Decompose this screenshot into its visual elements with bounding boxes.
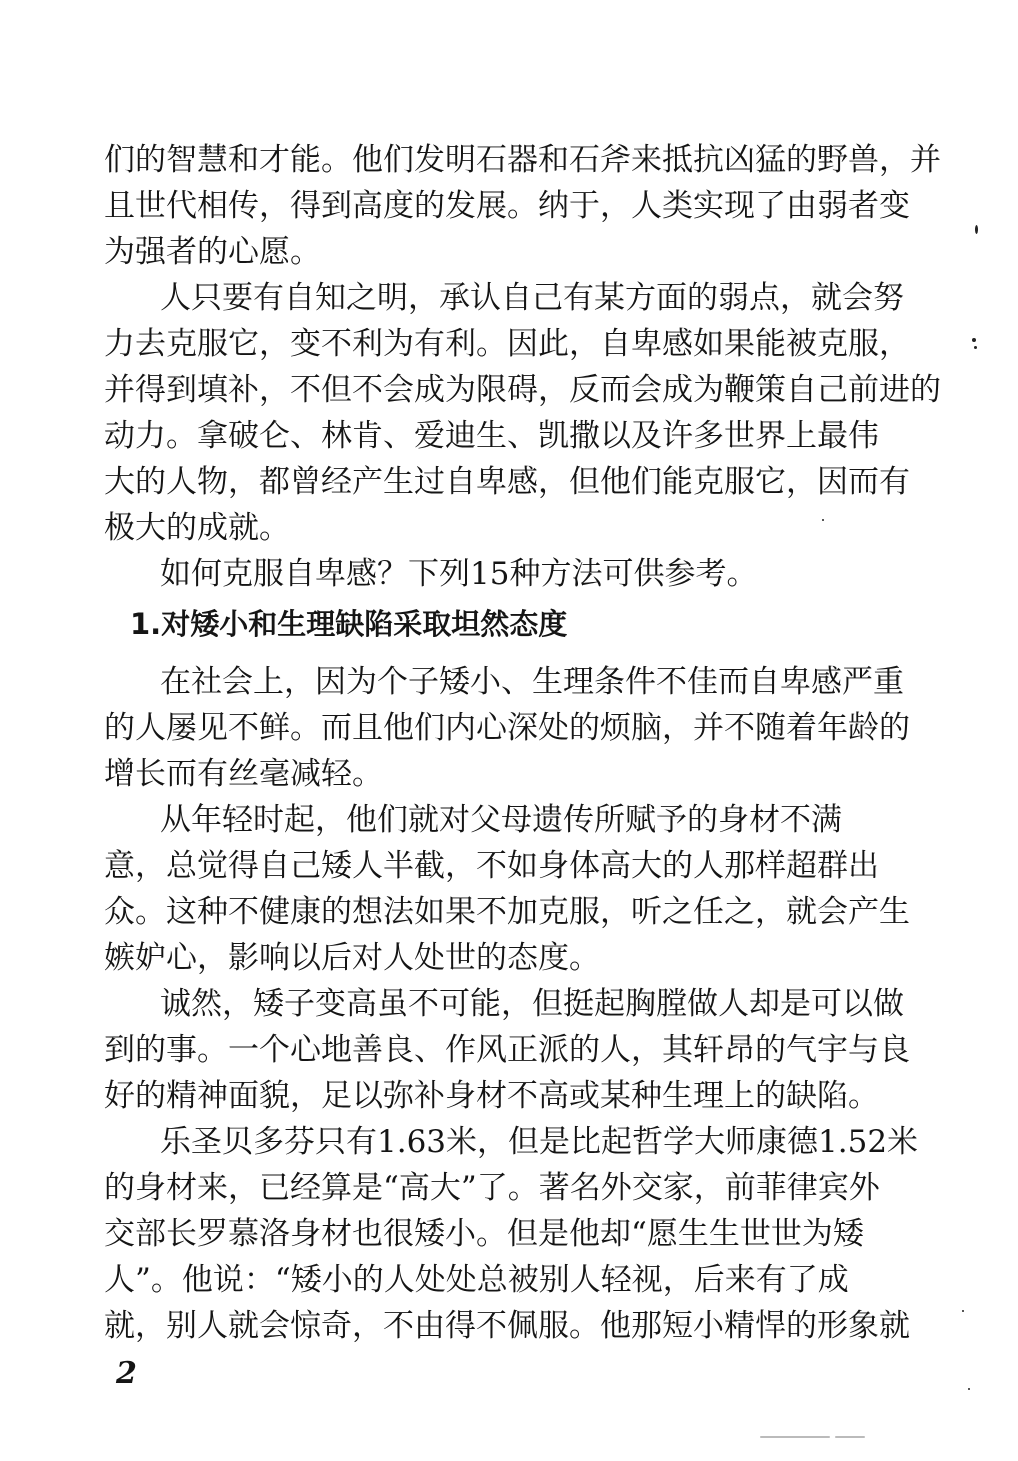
text-line: 并得到填补，不但不会成为限碍，反而会成为鞭策自己前进的 xyxy=(104,372,941,408)
text-line: 意，总觉得自己矮人半截，不如身体高大的人那样超群出 xyxy=(104,848,879,884)
scan-speck xyxy=(822,519,824,521)
scan-speck xyxy=(972,338,976,342)
text-line: 极大的成就。 xyxy=(104,510,290,546)
scan-speck xyxy=(974,346,977,349)
text-line: 到的事。一个心地善良、作风正派的人，其轩昂的气宇与良 xyxy=(104,1032,910,1068)
text-line: 在社会上，因为个子矮小、生理条件不佳而自卑感严重 xyxy=(160,664,904,700)
scan-speck xyxy=(760,1436,830,1438)
text-line: 力去克服它，变不利为有利。因此，自卑感如果能被克服， xyxy=(104,326,910,362)
text-line: 人”。他说：“矮小的人处处总被别人轻视，后来有了成 xyxy=(104,1262,849,1298)
text-line: 嫉妒心，影响以后对人处世的态度。 xyxy=(104,940,600,976)
scan-speck xyxy=(962,1310,964,1312)
text-line: 交部长罗慕洛身材也很矮小。但是他却“愿生生世世为矮 xyxy=(104,1216,864,1252)
text-line: 为强者的心愿。 xyxy=(104,234,321,270)
scan-speck xyxy=(968,1388,970,1390)
text-line: 诚然，矮子变高虽不可能，但挺起胸膛做人却是可以做 xyxy=(160,986,904,1022)
page-number: 2 xyxy=(116,1356,137,1391)
text-line: 众。这种不健康的想法如果不加克服，听之任之，就会产生 xyxy=(104,894,910,930)
text-line: 大的人物，都曾经产生过自卑感，但他们能克服它，因而有 xyxy=(104,464,910,500)
text-line: 人只要有自知之明，承认自己有某方面的弱点，就会努 xyxy=(160,280,904,316)
text-line: 动力。拿破仑、林肯、爱迪生、凯撒以及许多世界上最伟 xyxy=(104,418,879,454)
scan-speck xyxy=(975,225,978,234)
scan-speck xyxy=(835,1436,865,1438)
text-line: 从年轻时起，他们就对父母遗传所赋予的身材不满 xyxy=(160,802,842,838)
text-line: 的人屡见不鲜。而且他们内心深处的烦脑，并不随着年龄的 xyxy=(104,710,910,746)
text-line: 且世代相传，得到高度的发展。纳于，人类实现了由弱者变 xyxy=(104,188,910,224)
text-line: 增长而有丝毫减轻。 xyxy=(104,756,383,792)
section-heading: 1.对矮小和生理缺陷采取坦然态度 xyxy=(130,607,568,641)
text-line: 就，别人就会惊奇，不由得不佩服。他那短小精悍的形象就 xyxy=(104,1308,910,1344)
text-line: 如何克服自卑感？下列15种方法可供参考。 xyxy=(160,556,758,592)
text-line: 乐圣贝多芬只有1.63米，但是比起哲学大师康德1.52米 xyxy=(160,1124,919,1160)
text-line: 的身材来，已经算是“高大”了。著名外交家，前菲律宾外 xyxy=(104,1170,880,1206)
text-line: 们的智慧和才能。他们发明石器和石斧来抵抗凶猛的野兽，并 xyxy=(104,142,941,178)
text-line: 好的精神面貌，足以弥补身材不高或某种生理上的缺陷。 xyxy=(104,1078,879,1114)
